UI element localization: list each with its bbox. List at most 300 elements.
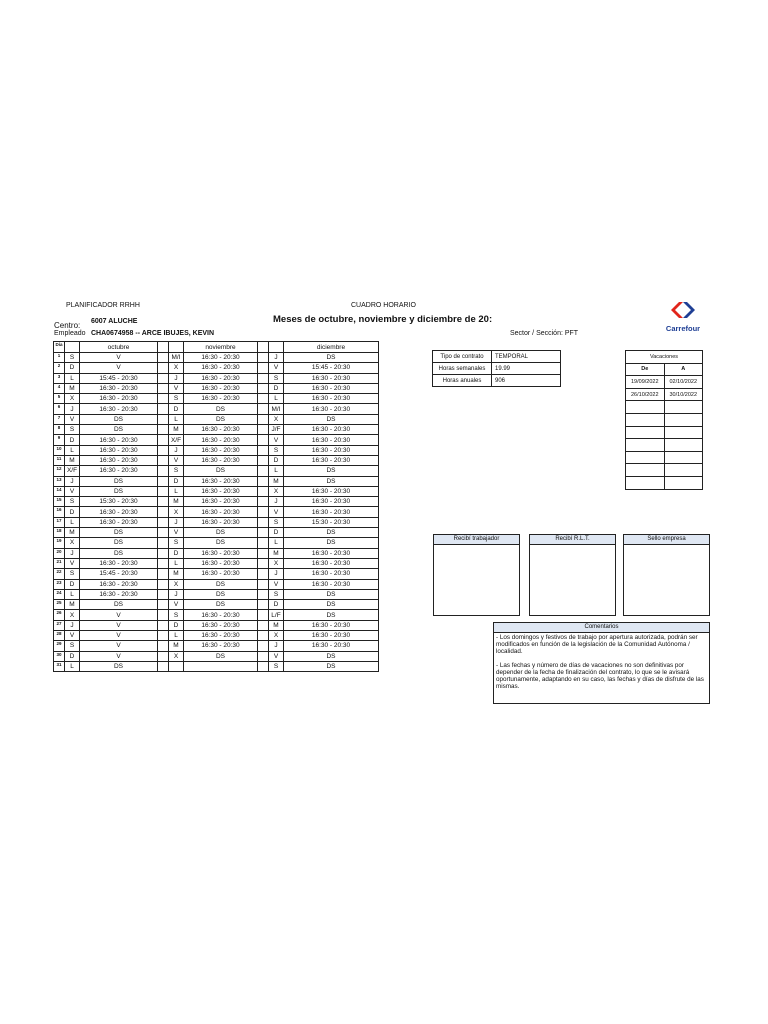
dic-weekday: D [269,383,284,393]
oct-weekday: L [65,445,80,455]
nov-weekday: S [169,394,184,404]
nov-weekday: X [169,363,184,373]
oct-weekday: J [65,548,80,558]
dic-blank [258,404,269,414]
dic-weekday: X [269,486,284,496]
day-number: 8 [54,425,65,435]
dic-blank [258,579,269,589]
schedule-row [54,528,379,538]
carrefour-logo-text: Carrefour [665,324,701,333]
day-number: 29 [54,641,65,651]
oct-shift: DS [80,661,158,671]
oct-shift: 16:30 - 20:30 [80,455,158,465]
dic-blank [258,425,269,435]
nov-blank [158,569,169,579]
oct-shift: V [80,651,158,661]
oct-weekday: S [65,425,80,435]
dic-blank [258,466,269,476]
oct-weekday: D [65,507,80,517]
dic-shift: 16:30 - 20:30 [284,445,379,455]
dic-weekday: L/F [269,610,284,620]
dic-blank [258,558,269,568]
oct-shift: 16:30 - 20:30 [80,579,158,589]
dic-weekday: S [269,445,284,455]
day-number: 17 [54,517,65,527]
nov-weekday: M [169,497,184,507]
vacaciones-de-cell [626,451,665,464]
nov-blank [158,404,169,414]
schedule-row [54,414,379,424]
oct-weekday: M [65,600,80,610]
schedule-row [54,651,379,661]
schedule-row [54,589,379,599]
oct-shift: DS [80,538,158,548]
nov-weekday: L [169,631,184,641]
schedule-row [54,425,379,435]
vacaciones-a-cell [664,401,703,414]
nov-weekday: X [169,651,184,661]
dic-blank [258,569,269,579]
schedule-header-row [54,342,379,353]
nov-shift: 16:30 - 20:30 [184,363,258,373]
oct-weekday: V [65,486,80,496]
oct-weekday: J [65,620,80,630]
day-number: 4 [54,383,65,393]
dic-blank [258,631,269,641]
nov-shift: 16:30 - 20:30 [184,455,258,465]
nov-shift: DS [184,589,258,599]
dic-blank [258,414,269,424]
oct-weekday: X/F [65,466,80,476]
oct-shift: 16:30 - 20:30 [80,507,158,517]
day-number: 12 [54,466,65,476]
nov-shift: 16:30 - 20:30 [184,383,258,393]
oct-weekday: J [65,404,80,414]
dic-weekday: M/I [269,404,284,414]
dic-blank [258,507,269,517]
dic-shift: 16:30 - 20:30 [284,569,379,579]
dic-blank [258,620,269,630]
nov-shift: 16:30 - 20:30 [184,476,258,486]
vacaciones-a-cell [664,413,703,426]
nov-shift: 16:30 - 20:30 [184,517,258,527]
dic-shift: DS [284,466,379,476]
dic-shift: 16:30 - 20:30 [284,486,379,496]
dic-shift: 16:30 - 20:30 [284,548,379,558]
nov-shift: DS [184,579,258,589]
vacaciones-row [626,439,703,452]
oct-shift: V [80,631,158,641]
oct-shift: DS [80,425,158,435]
oct-shift: 16:30 - 20:30 [80,517,158,527]
dic-shift: DS [284,589,379,599]
nov-blank [158,353,169,363]
day-number: 22 [54,569,65,579]
month-header-octubre: octubre [80,342,158,353]
nov-shift: 16:30 - 20:30 [184,445,258,455]
oct-weekday: X [65,394,80,404]
dic-shift: 16:30 - 20:30 [284,631,379,641]
dic-weekday: J [269,497,284,507]
nov-weekday: J [169,517,184,527]
dic-shift: 16:30 - 20:30 [284,404,379,414]
nov-blank [158,466,169,476]
dic-weekday: J [269,641,284,651]
schedule-row [54,517,379,527]
day-number: 19 [54,538,65,548]
dic-blank [258,497,269,507]
oct-weekday: M [65,455,80,465]
dic-blank [258,353,269,363]
centro-value: 6007 ALUCHE [91,318,138,325]
dic-blank [258,661,269,671]
nov-blank [158,620,169,630]
oct-weekday: S [65,569,80,579]
vacaciones-a-cell [664,426,703,439]
nov-shift: 16:30 - 20:30 [184,373,258,383]
nov-shift: 16:30 - 20:30 [184,394,258,404]
tipo-contrato-value: TEMPORAL [492,351,561,363]
comentario-2: - Las fechas y número de días de vacaciones no son definitivas por depender de la fecha de finalización del contrato, lo que se le avisará oportunamente, adaptando en su caso, las fechas y días de disfrute de las mismas. [496,661,704,691]
day-number: 23 [54,579,65,589]
oct-shift: DS [80,476,158,486]
day-number: 13 [54,476,65,486]
dic-weekday: J [269,569,284,579]
sello-empresa-label: Sello empresa [624,535,709,545]
dic-shift: 15:45 - 20:30 [284,363,379,373]
comentario-1: - Los domingos y festivos de trabajo por apertura autorizada, podrán ser modificados en función de la legislación de la Comunidad Autónoma / localidad. [496,634,698,656]
nov-shift: 16:30 - 20:30 [184,620,258,630]
oct-weekday: L [65,661,80,671]
dic-shift: 16:30 - 20:30 [284,507,379,517]
dic-blank [258,394,269,404]
nov-weekday: D [169,548,184,558]
oct-weekday: S [65,641,80,651]
empleado-value: CHA0674958 -- ARCE IBUJES, KEVIN [91,330,215,337]
oct-shift: 16:30 - 20:30 [80,404,158,414]
nov-weekday: X [169,507,184,517]
schedule-row [54,538,379,548]
nov-blank [158,579,169,589]
oct-shift: 15:45 - 20:30 [80,569,158,579]
nov-blank [158,661,169,671]
dic-weekday: J [269,353,284,363]
oct-shift: DS [80,548,158,558]
dic-blank [258,435,269,445]
schedule-row [54,558,379,568]
dic-blank [258,548,269,558]
nov-shift: 16:30 - 20:30 [184,548,258,558]
nov-shift: 16:30 - 20:30 [184,507,258,517]
schedule-row [54,445,379,455]
oct-weekday: D [65,651,80,661]
dic-weekday: M [269,476,284,486]
schedule-row [54,476,379,486]
vacaciones-de-cell: 26/10/2022 [626,388,665,401]
dic-blank [258,517,269,527]
dic-shift: DS [284,353,379,363]
oct-weekday: J [65,476,80,486]
dic-weekday: S [269,661,284,671]
dic-blank [258,486,269,496]
day-number: 25 [54,600,65,610]
nov-weekday: S [169,538,184,548]
dic-weekday: S [269,517,284,527]
dic-shift: 16:30 - 20:30 [284,579,379,589]
dic-weekday: X [269,631,284,641]
recibi-trabajador-box [433,534,520,616]
dic-shift: DS [284,538,379,548]
comentarios-box [493,622,710,704]
contrato-table [432,350,561,387]
vacaciones-row [626,464,703,477]
nov-blank [158,455,169,465]
dic-weekday: V [269,507,284,517]
schedule-row [54,455,379,465]
nov-weekday: M [169,569,184,579]
day-number: 11 [54,455,65,465]
nov-weekday: D [169,404,184,414]
nov-shift: DS [184,528,258,538]
nov-weekday: D [169,620,184,630]
oct-shift: 16:30 - 20:30 [80,383,158,393]
oct-shift: V [80,363,158,373]
oct-shift: 15:45 - 20:30 [80,373,158,383]
day-number: 18 [54,528,65,538]
day-number: 14 [54,486,65,496]
dic-weekday: V [269,651,284,661]
dic-weekday: S [269,373,284,383]
day-number: 31 [54,661,65,671]
vacaciones-de-cell [626,401,665,414]
nov-blank [158,476,169,486]
oct-shift: V [80,353,158,363]
oct-shift: 16:30 - 20:30 [80,558,158,568]
schedule-row [54,600,379,610]
oct-shift: V [80,620,158,630]
dic-shift: 16:30 - 20:30 [284,558,379,568]
schedule-row [54,610,379,620]
schedule-row [54,466,379,476]
nov-blank [158,383,169,393]
dic-weekday: V [269,579,284,589]
vacaciones-a-cell: 02/10/2022 [664,376,703,389]
carrefour-logo [662,300,704,333]
vacaciones-row [626,413,703,426]
nov-weekday: V [169,455,184,465]
vacaciones-de-cell: 19/09/2022 [626,376,665,389]
schedule-row [54,486,379,496]
vacaciones-row [626,376,703,389]
month-header-diciembre: diciembre [284,342,379,353]
dic-shift: DS [284,651,379,661]
vacaciones-de-cell [626,426,665,439]
schedule-row [54,548,379,558]
nov-weekday: M [169,641,184,651]
day-number: 21 [54,558,65,568]
contrato-tipo-row [433,351,561,363]
day-number: 28 [54,631,65,641]
tipo-contrato-label: Tipo de contrato [433,351,492,363]
oct-shift: DS [80,414,158,424]
vacaciones-a-cell [664,464,703,477]
nov-blank [158,445,169,455]
day-number: 7 [54,414,65,424]
nov-shift: 16:30 - 20:30 [184,569,258,579]
dic-blank [258,589,269,599]
schedule-row [54,435,379,445]
day-number: 3 [54,373,65,383]
dic-blank [258,383,269,393]
nov-shift: DS [184,414,258,424]
dic-shift: 16:30 - 20:30 [284,425,379,435]
vacaciones-a-cell [664,451,703,464]
day-number: 30 [54,651,65,661]
nov-shift: DS [184,466,258,476]
nov-blank [158,435,169,445]
sector-label: Sector / Sección: PFT [510,330,579,337]
day-number: 5 [54,394,65,404]
nov-weekday: S [169,466,184,476]
dic-blank [258,651,269,661]
dic-shift: 16:30 - 20:30 [284,435,379,445]
schedule-row [54,363,379,373]
day-number: 24 [54,589,65,599]
vacaciones-title: Vacaciones [626,351,703,364]
centro-label: Centro: [54,321,81,330]
day-number: 27 [54,620,65,630]
nov-weekday [169,661,184,671]
nov-blank [158,641,169,651]
nov-blank [158,538,169,548]
sello-empresa-box [623,534,710,616]
day-number: 1 [54,353,65,363]
oct-shift: V [80,641,158,651]
dic-blank [258,373,269,383]
recibi-trabajador-label: Recibí trabajador [434,535,519,545]
oct-weekday: M [65,383,80,393]
oct-shift: 15:30 - 20:30 [80,497,158,507]
nov-weekday: J [169,373,184,383]
dic-shift: DS [284,476,379,486]
oct-shift: DS [80,600,158,610]
nov-blank [158,373,169,383]
dic-weekday: V [269,363,284,373]
nov-weekday: V [169,383,184,393]
day-number: 6 [54,404,65,414]
nov-shift: 16:30 - 20:30 [184,641,258,651]
schedule-row [54,373,379,383]
nov-weekday: S [169,610,184,620]
nov-shift: DS [184,600,258,610]
dic-shift: 16:30 - 20:30 [284,497,379,507]
oct-shift: 16:30 - 20:30 [80,466,158,476]
oct-shift: DS [80,528,158,538]
contrato-anuales-row [433,375,561,387]
dic-blank [258,363,269,373]
schedule-row [54,641,379,651]
oct-shift: V [80,610,158,620]
horas-semanales-value: 19.99 [492,363,561,375]
dia-header: Día [54,342,65,353]
vacaciones-a-cell: 30/10/2022 [664,388,703,401]
dic-weekday: J/F [269,425,284,435]
vacaciones-de-cell [626,476,665,489]
dic-blank [258,445,269,455]
vacaciones-de-header: De [626,363,665,376]
oct-shift: 16:30 - 20:30 [80,394,158,404]
nov-blank [158,528,169,538]
dic-shift: DS [284,661,379,671]
schedule-row [54,631,379,641]
schedule-table [53,341,379,672]
day-number: 20 [54,548,65,558]
nov-blank [158,517,169,527]
dic-weekday: D [269,600,284,610]
oct-weekday: D [65,435,80,445]
nov-weekday: V [169,528,184,538]
dic-shift: 16:30 - 20:30 [284,383,379,393]
nov-weekday: J [169,445,184,455]
recibi-rlt-box [529,534,616,616]
carrefour-logo-icon [662,300,704,320]
oct-shift: 16:30 - 20:30 [80,435,158,445]
nov-blank [158,425,169,435]
vacaciones-a-cell [664,439,703,452]
dic-weekday: M [269,620,284,630]
day-number: 16 [54,507,65,517]
schedule-row [54,620,379,630]
dic-shift: 16:30 - 20:30 [284,455,379,465]
horas-semanales-label: Horas semanales [433,363,492,375]
nov-shift: 16:30 - 20:30 [184,558,258,568]
dic-blank [258,455,269,465]
nov-blank [158,610,169,620]
nov-shift: DS [184,651,258,661]
oct-weekday: V [65,414,80,424]
nov-blank [158,548,169,558]
oct-weekday: X [65,610,80,620]
schedule-row [54,404,379,414]
nov-shift: 16:30 - 20:30 [184,435,258,445]
nov-blank [158,414,169,424]
schedule-row [54,507,379,517]
dic-weekday: L [269,538,284,548]
nov-weekday: J [169,589,184,599]
nov-blank [158,600,169,610]
dic-blank [258,641,269,651]
nov-shift: 16:30 - 20:30 [184,486,258,496]
nov-weekday: M [169,425,184,435]
oct-shift: DS [80,486,158,496]
nov-shift [184,661,258,671]
day-number: 10 [54,445,65,455]
schedule-row [54,497,379,507]
day-number: 9 [54,435,65,445]
schedule-row [54,579,379,589]
vacaciones-de-cell [626,413,665,426]
oct-weekday: D [65,363,80,373]
nov-weekday: D [169,476,184,486]
dic-blank [258,538,269,548]
empleado-label: Empleado [54,330,86,337]
oct-weekday: D [65,579,80,589]
vacaciones-de-cell [626,464,665,477]
horas-anuales-label: Horas anuales [433,375,492,387]
dic-weekday: X [269,414,284,424]
contrato-semanales-row [433,363,561,375]
oct-weekday: V [65,631,80,641]
